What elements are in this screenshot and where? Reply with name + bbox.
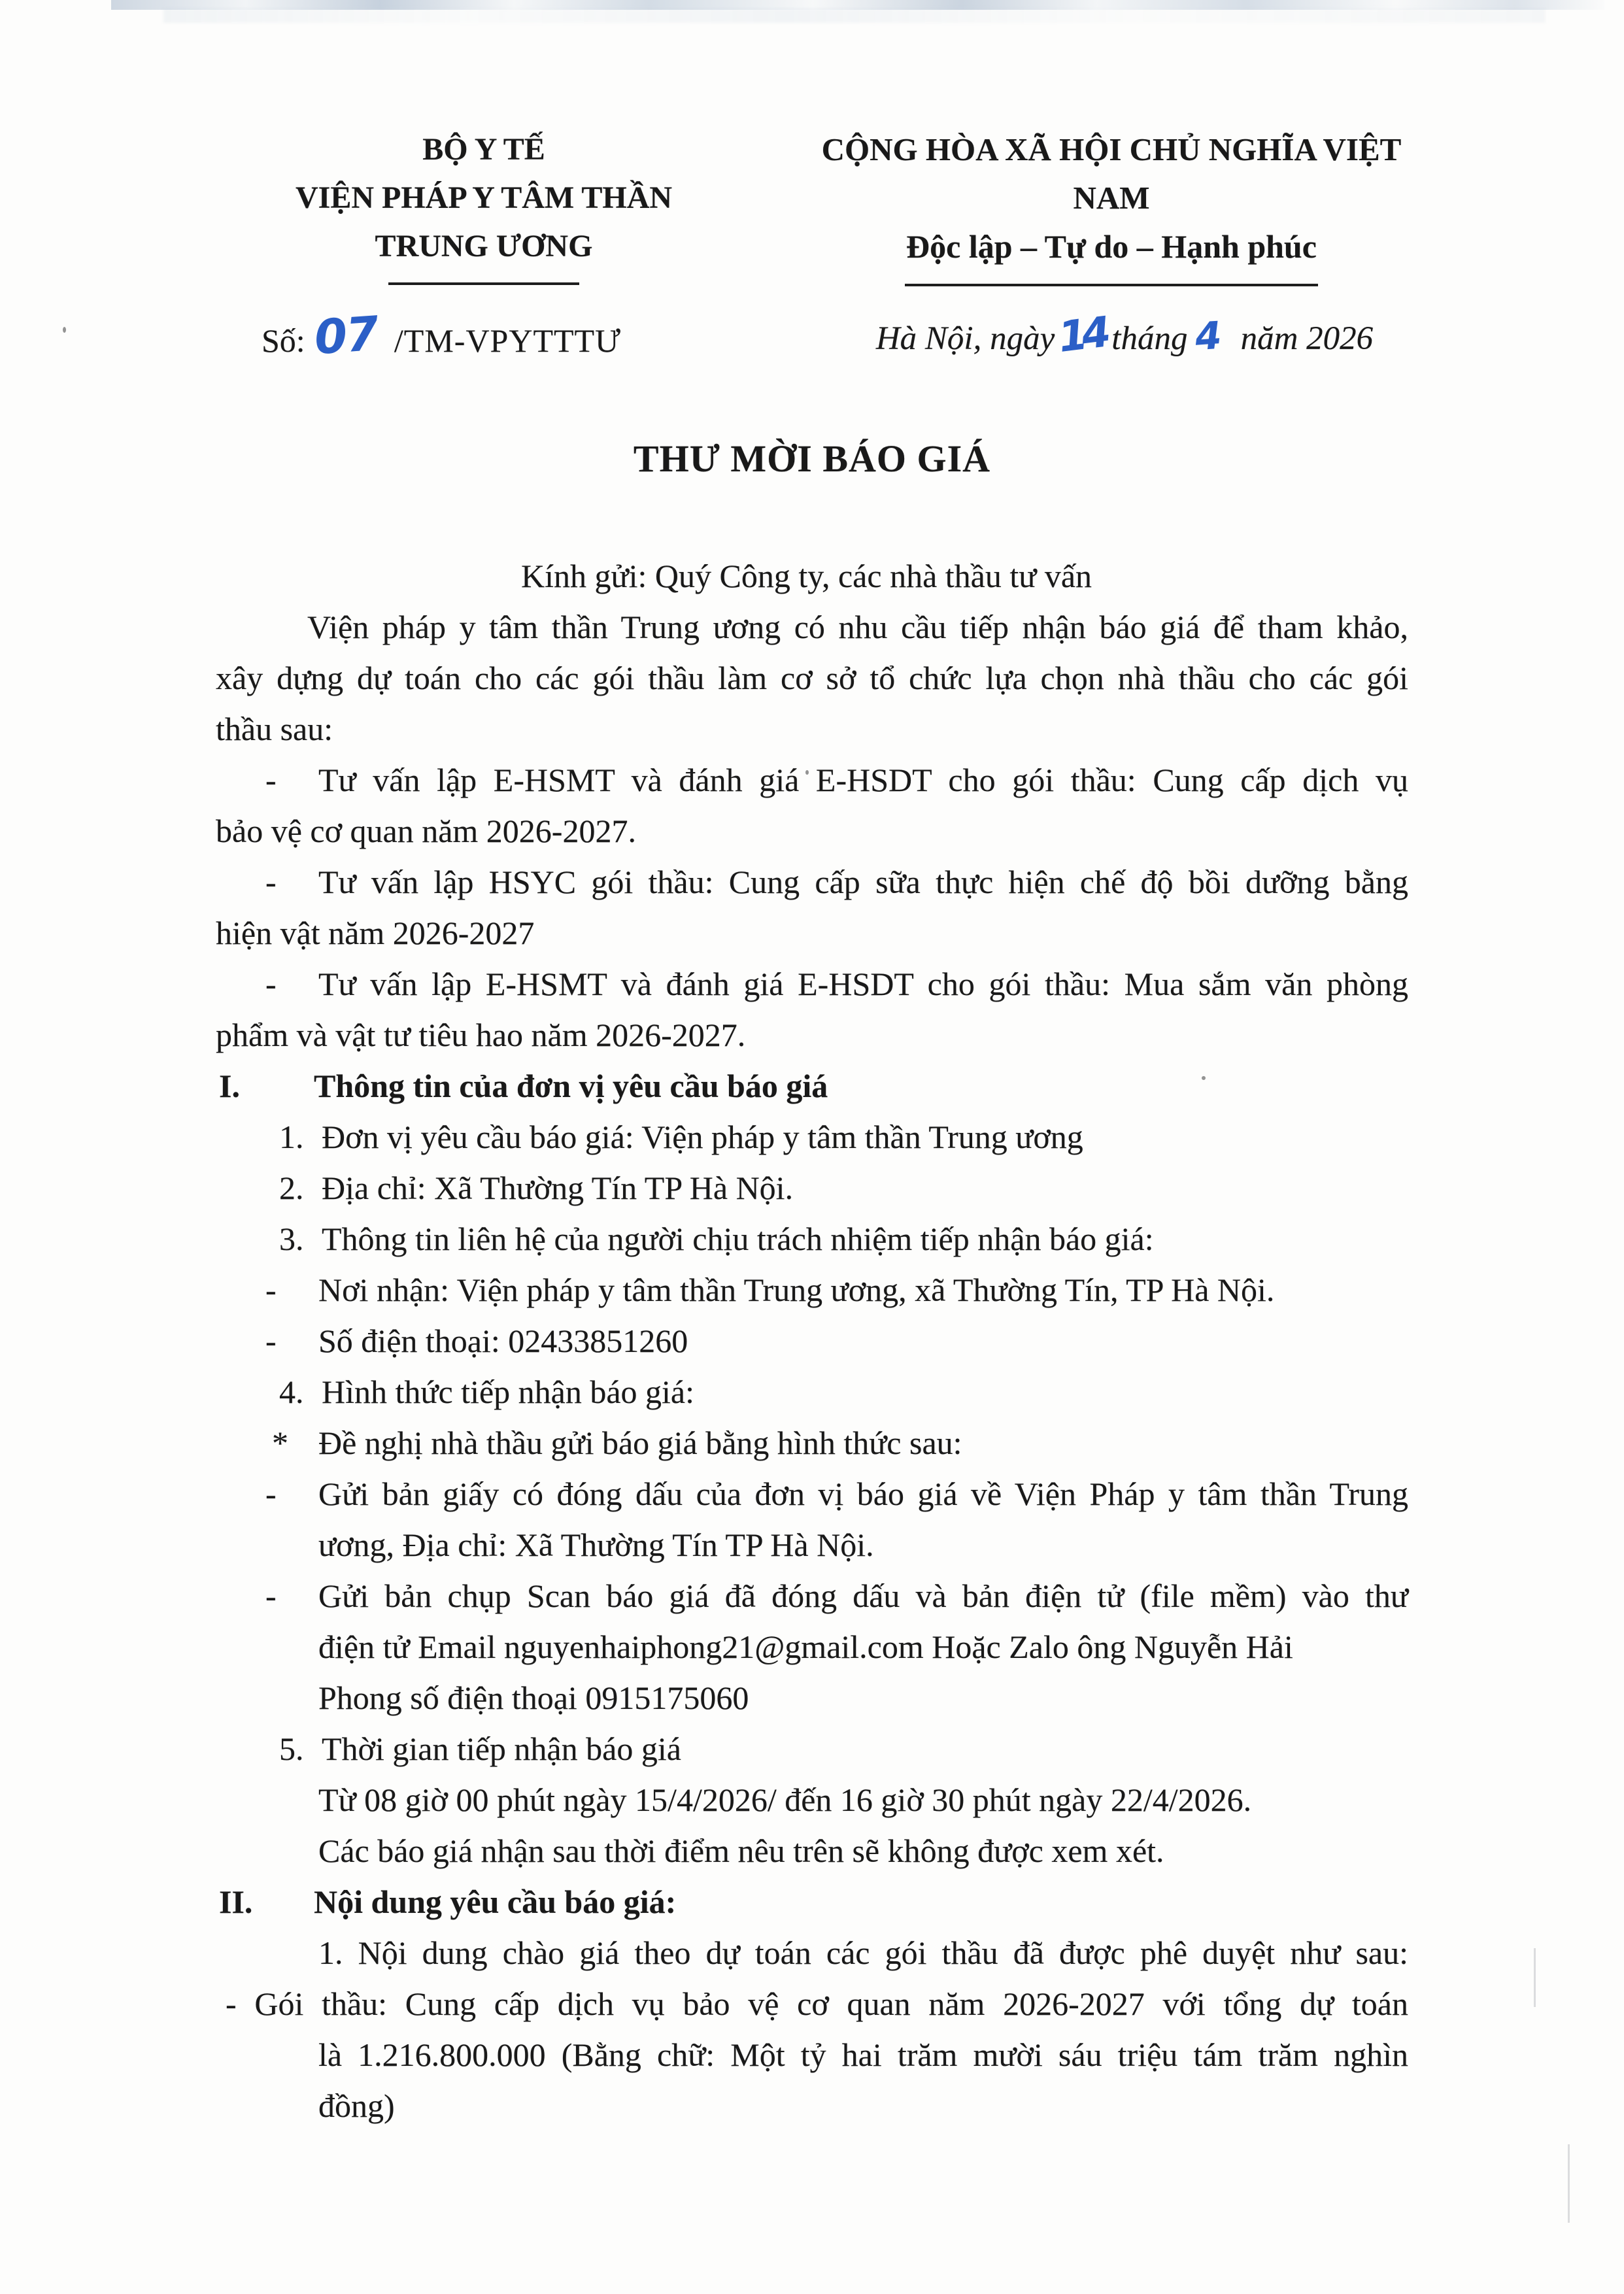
salutation-line [216, 550, 1408, 601]
list-marker: 2. [279, 1170, 304, 1206]
document-line [216, 1621, 1408, 1672]
document-line [216, 1774, 1408, 1825]
national-motto: Độc lập – Tự do – Hạnh phúc [906, 228, 1317, 265]
ministry-name: BỘ Y TẾ [422, 132, 545, 167]
list-marker: - [265, 864, 277, 900]
document-line [216, 601, 1408, 652]
date-middle: tháng [1111, 320, 1188, 357]
document-line [216, 805, 1408, 856]
line-text: xây dựng dự toán cho các gói thầu làm cơ sở tổ chức lựa chọn nhà thầu cho các gói [216, 660, 1408, 696]
document-line [216, 2080, 1408, 2131]
handwritten-day: 14 [1055, 308, 1108, 363]
list-marker: - [265, 1476, 277, 1512]
line-text: Tư vấn lập E-HSMT và đánh giá E-HSDT cho gói thầu: Cung cấp dịch vụ [318, 762, 1408, 798]
star-line [216, 1417, 1408, 1468]
line-text: - Gói thầu: Cung cấp dịch vụ bảo vệ cơ quan năm 2026-2027 với tổng dự toán [226, 1985, 1408, 2022]
line-text: Nội dung yêu cầu báo giá: [314, 1883, 677, 1920]
line-text: Tư vấn lập HSYC gói thầu: Cung cấp sữa thực hiện chế độ bồi dưỡng bằng [318, 864, 1408, 900]
numbered-line [216, 1723, 1408, 1774]
date-line [817, 306, 1432, 368]
line-text: là 1.216.800.000 (Bằng chữ: Một tỷ hai trăm mười sáu triệu tám trăm nghìn [318, 2036, 1408, 2073]
numbered-line [216, 1111, 1408, 1162]
line-text: phẩm và vật tư tiêu hao năm 2026-2027. [216, 1017, 746, 1053]
line-text: ương, Địa chỉ: Xã Thường Tín TP Hà Nội. [318, 1527, 874, 1563]
ref-suffix: /TM-VPYTTTƯ [394, 322, 621, 359]
list-marker: 5. [279, 1730, 304, 1767]
line-text: thầu sau: [216, 711, 333, 747]
reference-number-line [262, 306, 621, 370]
line-text: Đơn vị yêu cầu báo giá: Viện pháp y tâm thần Trung ương [322, 1119, 1083, 1155]
national-title: CỘNG HÒA XÃ HỘI CHỦ NGHĨA VIỆT NAM [821, 131, 1402, 216]
document-line [216, 2029, 1408, 2080]
line-text: Từ 08 giờ 00 phút ngày 15/4/2026/ đến 16 giờ 30 phút ngày 22/4/2026. [318, 1781, 1252, 1818]
line-text: Viện pháp y tâm thần Trung ương có nhu cầu tiếp nhận báo giá để tham khảo, [307, 609, 1408, 645]
section-numeral: I. [219, 1068, 240, 1104]
bullet-line [216, 1570, 1408, 1621]
document-line [216, 1009, 1408, 1060]
document-line [216, 1672, 1408, 1723]
scan-hairline [1534, 1948, 1536, 2007]
document-line [216, 652, 1408, 703]
line-text: hiện vật năm 2026-2027 [216, 915, 535, 951]
line-text: Gửi bản giấy có đóng dấu của đơn vị báo giá về Viện Pháp y tâm thần Trung [318, 1476, 1408, 1512]
institute-name-line2: TRUNG ƯƠNG [375, 229, 593, 263]
institute-name-line1: VIỆN PHÁP Y TÂM THẦN [295, 180, 673, 215]
org-header-underline [388, 282, 579, 285]
line-text: 1. Nội dung chào giá theo dự toán các gói thầu đã được phê duyệt như sau: [318, 1934, 1408, 1971]
list-marker: - [265, 762, 277, 798]
document-body [216, 550, 1408, 2131]
numbered-line [216, 1162, 1408, 1213]
line-text: Gửi bản chụp Scan báo giá đã đóng dấu và bản điện tử (file mềm) vào thư [318, 1577, 1408, 1614]
list-marker: * [272, 1425, 288, 1461]
handwritten-ref-number: 07 [312, 305, 379, 365]
line-text: Tư vấn lập E-HSMT và đánh giá E-HSDT cho gói thầu: Mua sắm văn phòng [318, 966, 1408, 1002]
document-line [216, 703, 1408, 754]
numbered-line [216, 1366, 1408, 1417]
national-header-underline [905, 284, 1318, 286]
document-line [216, 907, 1408, 958]
list-marker: - [265, 966, 277, 1002]
line-text: Đề nghị nhà thầu gửi báo giá bằng hình thức sau: [318, 1425, 962, 1461]
scan-speck [63, 327, 66, 333]
line-text: đồng) [318, 2087, 395, 2124]
bullet-line [216, 754, 1408, 805]
bullet-line [216, 958, 1408, 1009]
list-marker: - [265, 1323, 277, 1359]
section-numeral: II. [219, 1883, 253, 1920]
org-header [203, 126, 765, 285]
document-line [216, 1927, 1408, 1978]
line-text: Thông tin của đơn vị yêu cầu báo giá [314, 1068, 828, 1104]
line-text: Nơi nhận: Viện pháp y tâm thần Trung ương, xã Thường Tín, TP Hà Nội. [318, 1272, 1275, 1308]
ref-label: Số: [262, 322, 305, 359]
bullet-line [216, 1468, 1408, 1519]
list-marker: - [265, 1577, 277, 1614]
line-text: điện tử Email nguyenhaiphong21@gmail.com Hoặc Zalo ông Nguyễn Hải [318, 1628, 1293, 1665]
bullet-line [216, 1315, 1408, 1366]
scan-hairline [1568, 2144, 1570, 2223]
line-text: Địa chỉ: Xã Thường Tín TP Hà Nội. [322, 1170, 794, 1206]
document-title: THƯ MỜI BÁO GIÁ [633, 437, 991, 480]
line-text: bảo vệ cơ quan năm 2026-2027. [216, 813, 636, 849]
date-prefix: Hà Nội, ngày [875, 320, 1055, 357]
section-heading-1 [216, 1060, 1408, 1111]
bullet-line [216, 1264, 1408, 1315]
line-text: Thông tin liên hệ của người chịu trách nhiệm tiếp nhận báo giá: [322, 1221, 1154, 1257]
document-line [216, 1978, 1408, 2029]
scan-artifact-band-soft [163, 8, 1546, 23]
line-text: Kính gửi: Quý Công ty, các nhà thầu tư vấn [521, 558, 1092, 594]
national-header [817, 126, 1406, 286]
list-marker: 3. [279, 1221, 304, 1257]
list-marker: - [265, 1272, 277, 1308]
bullet-line [216, 856, 1408, 907]
line-text: Phong số điện thoại 0915175060 [318, 1679, 749, 1716]
list-marker: 1. [279, 1119, 304, 1155]
section-heading-2 [216, 1876, 1408, 1927]
line-text: Các báo giá nhận sau thời điểm nêu trên sẽ không được xem xét. [318, 1832, 1164, 1869]
list-marker: 4. [279, 1374, 304, 1410]
date-suffix: năm 2026 [1240, 320, 1374, 357]
line-text: Hình thức tiếp nhận báo giá: [322, 1374, 695, 1410]
line-text: Thời gian tiếp nhận báo giá [322, 1730, 681, 1767]
document-line [216, 1519, 1408, 1570]
numbered-line [216, 1213, 1408, 1264]
handwritten-month: 4 [1194, 312, 1224, 360]
line-text: Số điện thoại: 02433851260 [318, 1323, 688, 1359]
document-line [216, 1825, 1408, 1876]
